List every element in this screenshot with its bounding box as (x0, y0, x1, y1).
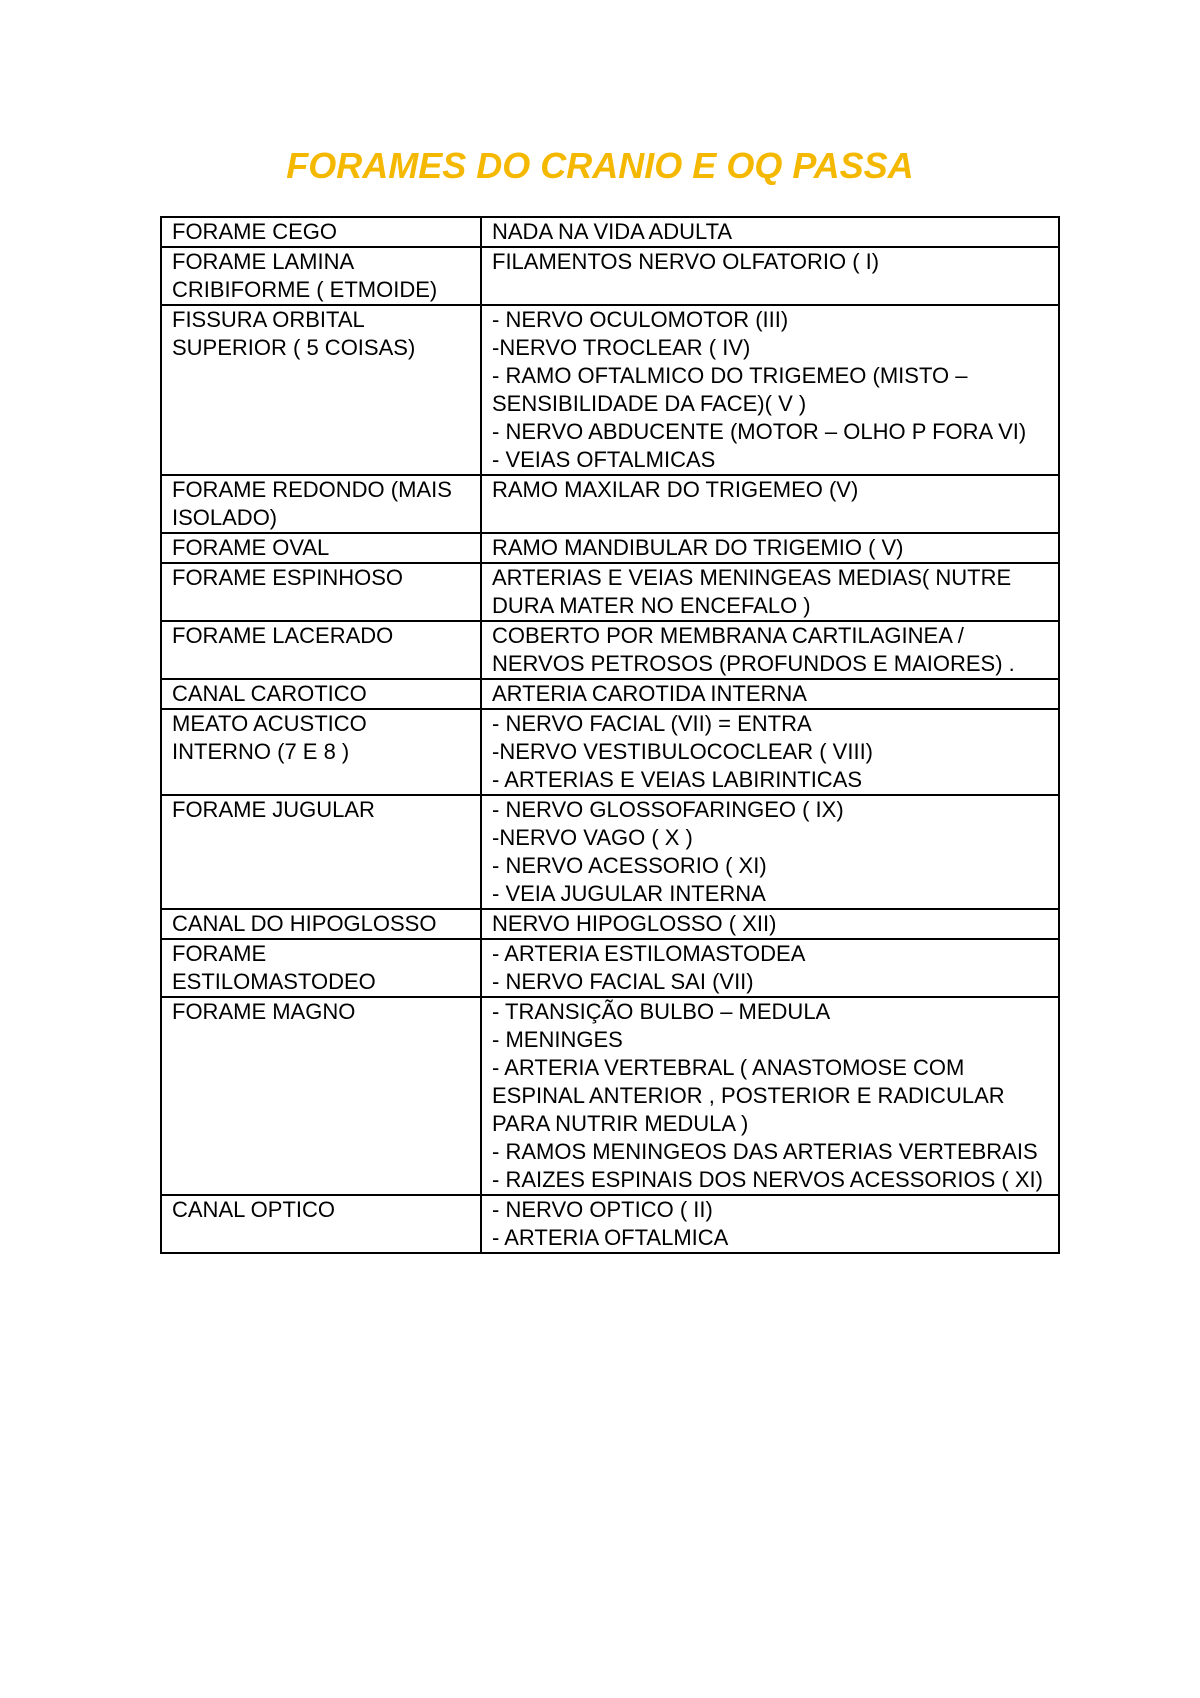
table-row (161, 679, 1059, 709)
content-line: - MENINGES (492, 1027, 623, 1052)
content-line: - RAMO OFTALMICO DO TRIGEMEO (MISTO – SENSIBILIDADE DA FACE)( V ) (492, 363, 968, 416)
forame-name-cell: FORAME CEGO (161, 217, 481, 247)
table-row (161, 997, 1059, 1195)
content-line: - NERVO GLOSSOFARINGEO ( IX) (492, 797, 844, 822)
content-line: -NERVO TROCLEAR ( IV) (492, 335, 751, 360)
content-line: ARTERIA CAROTIDA INTERNA (492, 681, 807, 706)
table-row (161, 939, 1059, 997)
content-cell (481, 709, 1059, 795)
table-row (161, 533, 1059, 563)
content-line: - RAMOS MENINGEOS DAS ARTERIAS VERTEBRAIS (492, 1139, 1038, 1164)
forame-name-cell: CANAL OPTICO (161, 1195, 481, 1253)
content-line: FILAMENTOS NERVO OLFATORIO ( I) (492, 249, 880, 274)
table-row (161, 217, 1059, 247)
forame-name-cell: FORAME ESPINHOSO (161, 563, 481, 621)
content-line: - NERVO ACESSORIO ( XI) (492, 853, 767, 878)
content-cell (481, 997, 1059, 1195)
table-row (161, 621, 1059, 679)
table-row (161, 709, 1059, 795)
table-row (161, 247, 1059, 305)
content-line: - TRANSIÇÃO BULBO – MEDULA (492, 999, 831, 1024)
forame-name-cell: FORAME JUGULAR (161, 795, 481, 909)
content-line: - NERVO OPTICO ( II) (492, 1197, 713, 1222)
content-line: - NERVO ABDUCENTE (MOTOR – OLHO P FORA VI) (492, 419, 1027, 444)
table-row (161, 305, 1059, 475)
content-line: - NERVO OCULOMOTOR (III) (492, 307, 789, 332)
content-line: - NERVO FACIAL (VII) = ENTRA (492, 711, 812, 736)
forames-table (160, 216, 1060, 1254)
forame-name-cell: CANAL CAROTICO (161, 679, 481, 709)
table-row (161, 1195, 1059, 1253)
content-line: - NERVO FACIAL SAI (VII) (492, 969, 754, 994)
content-line: - VEIA JUGULAR INTERNA (492, 881, 766, 906)
page-title: FORAMES DO CRANIO E OQ PASSA (286, 145, 914, 186)
forame-name-cell: FORAME LAMINA CRIBIFORME ( ETMOIDE) (161, 247, 481, 305)
content-line: COBERTO POR MEMBRANA CARTILAGINEA / NERVOS PETROSOS (PROFUNDOS E MAIORES) . (492, 623, 1015, 676)
forame-name-cell: FISSURA ORBITAL SUPERIOR ( 5 COISAS) (161, 305, 481, 475)
forame-name-cell: FORAME REDONDO (MAIS ISOLADO) (161, 475, 481, 533)
content-line: NERVO HIPOGLOSSO ( XII) (492, 911, 777, 936)
content-line: - ARTERIA OFTALMICA (492, 1225, 729, 1250)
table-row (161, 909, 1059, 939)
content-cell (481, 563, 1059, 621)
content-cell (481, 533, 1059, 563)
content-cell (481, 1195, 1059, 1253)
forame-name-cell: FORAME OVAL (161, 533, 481, 563)
content-line: - ARTERIA VERTEBRAL ( ANASTOMOSE COM ESPINAL ANTERIOR , POSTERIOR E RADICULAR PARA NUTRIR MEDULA ) (492, 1055, 1005, 1136)
forame-name-cell: MEATO ACUSTICO INTERNO (7 E 8 ) (161, 709, 481, 795)
content-cell (481, 305, 1059, 475)
content-line: - ARTERIAS E VEIAS LABIRINTICAS (492, 767, 863, 792)
content-line: RAMO MAXILAR DO TRIGEMEO (V) (492, 477, 859, 502)
forame-name-cell: FORAME LACERADO (161, 621, 481, 679)
table-row (161, 475, 1059, 533)
content-cell (481, 247, 1059, 305)
forame-name-cell: FORAME ESTILOMASTODEO (161, 939, 481, 997)
content-cell (481, 475, 1059, 533)
table-body (161, 217, 1059, 1253)
content-line: RAMO MANDIBULAR DO TRIGEMIO ( V) (492, 535, 904, 560)
table-row (161, 563, 1059, 621)
content-line: - RAIZES ESPINAIS DOS NERVOS ACESSORIOS ( XI) (492, 1167, 1043, 1192)
forame-name-cell: CANAL DO HIPOGLOSSO (161, 909, 481, 939)
content-line: -NERVO VAGO ( X ) (492, 825, 693, 850)
content-cell (481, 909, 1059, 939)
content-line: - VEIAS OFTALMICAS (492, 447, 716, 472)
content-line: -NERVO VESTIBULOCOCLEAR ( VIII) (492, 739, 874, 764)
content-cell (481, 795, 1059, 909)
content-cell (481, 217, 1059, 247)
content-line: ARTERIAS E VEIAS MENINGEAS MEDIAS( NUTRE DURA MATER NO ENCEFALO ) (492, 565, 1012, 618)
content-line: NADA NA VIDA ADULTA (492, 219, 733, 244)
content-line: - ARTERIA ESTILOMASTODEA (492, 941, 806, 966)
content-cell (481, 679, 1059, 709)
content-cell (481, 939, 1059, 997)
content-cell (481, 621, 1059, 679)
forame-name-cell: FORAME MAGNO (161, 997, 481, 1195)
table-row (161, 795, 1059, 909)
